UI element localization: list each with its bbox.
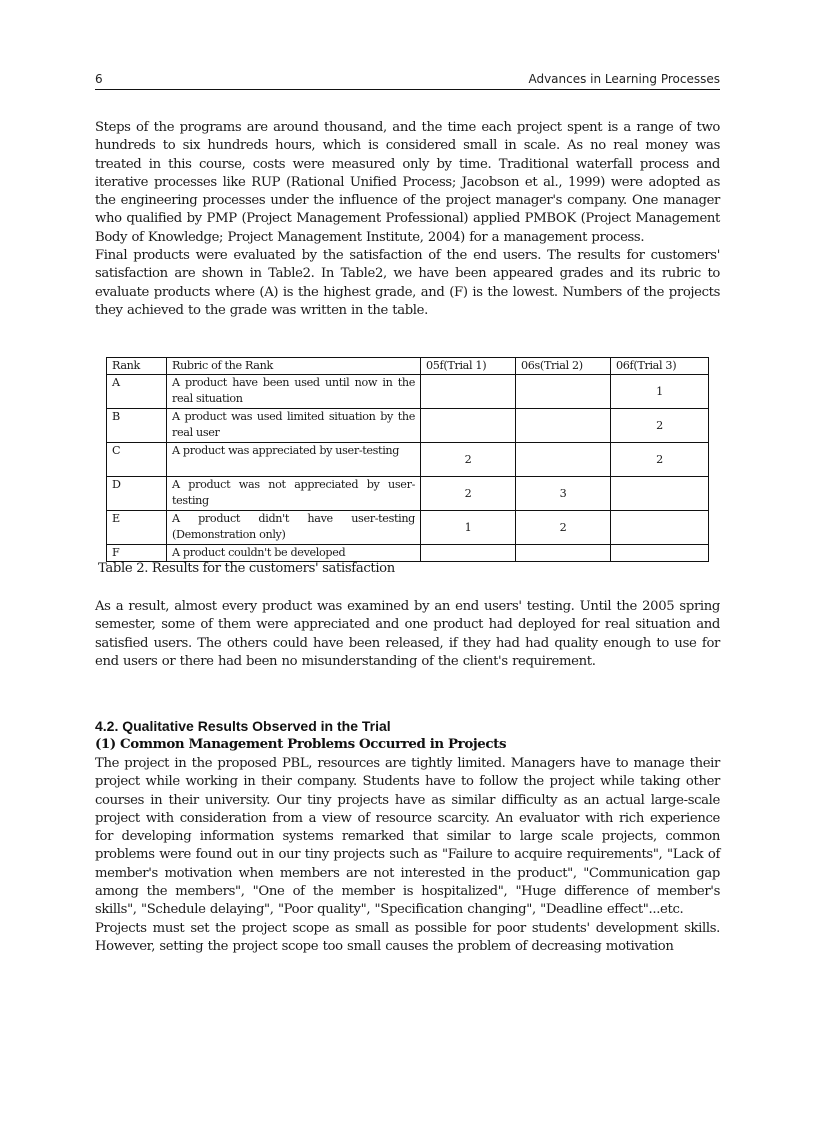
table-row: [107, 375, 709, 409]
table-row: [107, 477, 709, 511]
trial-2-cell: [516, 375, 611, 409]
trial-1-cell: 2: [421, 477, 516, 511]
rank-cell: A: [107, 375, 167, 409]
paragraph-process-description: Steps of the programs are around thousand, and the time each project spent is a range of two hundreds to six hundreds hours, which is considered small in scale. As no real money was treated in this course, costs were measured only by time. Traditional waterfall process and iterative processes like RUP (Rational Unified Process; Jacobson et al., 1999) were adopted as the engineering processes under the influence of the project manager's company. One manager who qualified by PMP (Project Management Professional) applied PMBOK (Project Management Body of Knowledge; Project Management Institute, 2004) for a management process.: [95, 120, 720, 245]
column-header-rank: Rank: [107, 358, 167, 375]
column-header-trial-2: 06s(Trial 2): [516, 358, 611, 375]
rank-cell: F: [107, 545, 167, 562]
trial-3-cell: 1: [611, 375, 709, 409]
trial-2-cell: 3: [516, 477, 611, 511]
table-row: [107, 443, 709, 477]
trial-3-cell: [611, 511, 709, 545]
table-caption: Table 2. Results for the customers' satisfaction: [98, 561, 395, 576]
column-header-rubric: Rubric of the Rank: [167, 358, 421, 375]
column-header-trial-1: 05f(Trial 1): [421, 358, 516, 375]
trial-3-cell: [611, 545, 709, 562]
table-row: [107, 409, 709, 443]
running-title: Advances in Learning Processes: [528, 72, 720, 86]
rubric-cell: A product couldn't be developed: [167, 545, 421, 562]
table-row: [107, 545, 709, 562]
trial-1-cell: [421, 545, 516, 562]
trial-2-cell: [516, 443, 611, 477]
trial-2-cell: 2: [516, 511, 611, 545]
trial-1-cell: 2: [421, 443, 516, 477]
qualitative-paragraphs: [95, 755, 720, 956]
intro-paragraphs: [95, 119, 720, 320]
trial-3-cell: 2: [611, 443, 709, 477]
rubric-cell: A product didn't have user-testing (Demonstration only): [167, 511, 421, 545]
rank-cell: D: [107, 477, 167, 511]
rubric-cell: A product was appreciated by user-testing: [167, 443, 421, 477]
trial-1-cell: 1: [421, 511, 516, 545]
subsection-heading: (1) Common Management Problems Occurred in Projects: [95, 736, 507, 752]
rank-cell: B: [107, 409, 167, 443]
results-paragraph: [95, 598, 720, 671]
rubric-cell: A product was used limited situation by the real user: [167, 409, 421, 443]
trial-2-cell: [516, 409, 611, 443]
trial-2-cell: [516, 545, 611, 562]
rubric-cell: A product have been used until now in the real situation: [167, 375, 421, 409]
table-header-row: [107, 358, 709, 375]
rubric-cell: A product was not appreciated by user-testing: [167, 477, 421, 511]
rank-cell: C: [107, 443, 167, 477]
paragraph-results-summary: As a result, almost every product was examined by an end users' testing. Until the 2005 spring semester, some of them were appreciated and one product had deployed for real situation and satisfied users. The others could have been released, if they had had quality enough to use for end users or there had been no misunderstanding of the client's requirement.: [95, 599, 720, 669]
table-row: [107, 511, 709, 545]
running-header: [95, 71, 720, 90]
paragraph-management-problems: The project in the proposed PBL, resources are tightly limited. Managers have to manage their project while working in their company. Students have to follow the project while taking other courses in their university. Our tiny projects have as similar difficulty as an actual large-scale project with consideration from a view of resource scarcity. An evaluator with rich experience for developing information systems remarked that similar to large scale projects, common problems were found out in our tiny projects such as "Failure to acquire requirements", "Lack of member's motivation when members are not interested in the product", "Communication gap among the members", "One of the member is hospitalized", "Huge difference of member's skills", "Schedule delaying", "Poor quality", "Specification changing", "Deadline effect"...etc.: [95, 756, 720, 918]
trial-1-cell: [421, 409, 516, 443]
paragraph-evaluation-intro: Final products were evaluated by the satisfaction of the end users. The results for customers' satisfaction are shown in Table2. In Table2, we have been appeared grades and its rubric to evaluate products where (A) is the highest grade, and (F) is the lowest. Numbers of the projects they achieved to the grade was written in the table.: [95, 248, 720, 318]
trial-3-cell: 2: [611, 409, 709, 443]
section-heading: 4.2. Qualitative Results Observed in the Trial: [95, 718, 391, 734]
trial-3-cell: [611, 477, 709, 511]
paragraph-project-scope: Projects must set the project scope as small as possible for poor students' development skills. However, setting the project scope too small causes the problem of decreasing motivation: [95, 920, 720, 954]
column-header-trial-3: 06f(Trial 3): [611, 358, 709, 375]
page-number: 6: [95, 72, 103, 86]
results-table: [106, 357, 709, 562]
trial-1-cell: [421, 375, 516, 409]
rank-cell: E: [107, 511, 167, 545]
